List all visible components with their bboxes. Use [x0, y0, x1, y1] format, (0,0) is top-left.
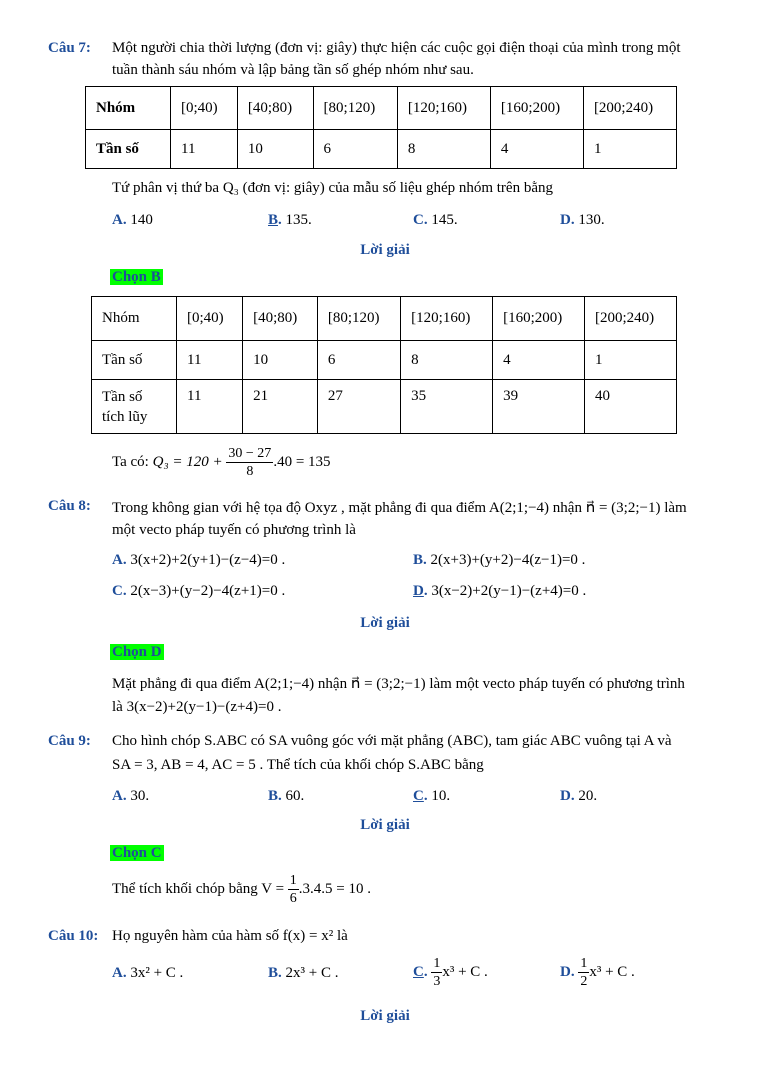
q7-answer-badge: Chọn B	[112, 269, 161, 285]
table-cell: 21	[243, 380, 318, 434]
table-cell: Tần số	[86, 130, 171, 169]
table-cell: 35	[401, 380, 493, 434]
table-cell: [80;120)	[317, 297, 400, 341]
table-cell: 10	[237, 130, 313, 169]
q7-text-line2: tuần thành sáu nhóm và lập bảng tần số ghép nhóm như sau.	[112, 62, 474, 78]
q9-answer-badge: Chọn C	[112, 845, 162, 861]
table-cell: 1	[583, 130, 676, 169]
q8-answer-badge: Chọn D	[112, 644, 162, 660]
q7-question: Tứ phân vị thứ ba Q₃ (đơn vị: giây) của mẫu số liệu ghép nhóm trên bằng	[112, 180, 553, 196]
q10-text: Họ nguyên hàm của hàm số f(x) = x² là	[112, 928, 348, 944]
table-cell: [160;200)	[490, 87, 583, 130]
q9-label: Câu 9:	[48, 733, 91, 749]
table-cell: 10	[243, 341, 318, 380]
table-cell: 4	[493, 341, 585, 380]
table-cell: [200;240)	[583, 87, 676, 130]
table-cell: [40;80)	[243, 297, 318, 341]
table-cell: [0;40)	[171, 87, 238, 130]
q7-option-d[interactable]: D. 130.	[560, 212, 605, 228]
q7-option-a[interactable]: A. 140	[112, 212, 153, 228]
table-cell: 11	[177, 380, 243, 434]
table-cell: [80;120)	[313, 87, 397, 130]
q9-text-line2: SA = 3, AB = 4, AC = 5 . Thể tích của khối chóp S.ABC bằng	[112, 757, 484, 773]
table-cell: Nhóm	[86, 87, 171, 130]
table-cell: 8	[397, 130, 490, 169]
q9-option-c[interactable]: C. 10.	[413, 788, 451, 804]
q10-option-b[interactable]: B. 2x³ + C .	[268, 965, 339, 981]
q8-text-line1: Trong không gian với hệ tọa độ Oxyz , mặt phẳng đi qua điểm A(2;1;−4) nhận n⃗ = (3;2;−1) làm	[112, 500, 687, 516]
q7-solution-heading: Lời giải	[360, 242, 410, 258]
table-cell: Tần số tích lũy	[92, 380, 177, 434]
q7-option-b[interactable]: B. 135.	[268, 212, 312, 228]
q7-label: Câu 7:	[48, 40, 91, 56]
q7-text-line1: Một người chia thời lượng (đơn vị: giây) thực hiện các cuộc gọi điện thoại của mình trong một	[112, 40, 681, 56]
q10-label: Câu 10:	[48, 928, 99, 944]
table-cell: 6	[313, 130, 397, 169]
q9-solution-heading: Lời giải	[360, 817, 410, 833]
q8-solution-heading: Lời giải	[360, 615, 410, 631]
q8-option-d[interactable]: D. 3(x−2)+2(y−1)−(z+4)=0 .	[413, 583, 587, 599]
table-cell: 27	[317, 380, 400, 434]
q9-option-d[interactable]: D. 20.	[560, 788, 598, 804]
q8-label: Câu 8:	[48, 498, 91, 514]
table-cell: [160;200)	[493, 297, 585, 341]
q7-cumulative-table	[91, 296, 677, 434]
q7-frequency-table	[85, 86, 677, 169]
q8-option-a[interactable]: A. 3(x+2)+2(y+1)−(z−4)=0 .	[112, 552, 286, 568]
q9-option-a[interactable]: A. 30.	[112, 788, 150, 804]
q10-option-a[interactable]: A. 3x² + C .	[112, 965, 184, 981]
q8-option-b[interactable]: B. 2(x+3)+(y+2)−4(z−1)=0 .	[413, 552, 586, 568]
q9-solution-formula: Thể tích khối chóp bằng V = $\frac{1}{6}$ .3.4.5 = 10 .	[112, 873, 372, 906]
q8-solution-line1: Mặt phẳng đi qua điểm A(2;1;−4) nhận n⃗ = (3;2;−1) làm một vecto pháp tuyến có phương trình	[112, 676, 685, 692]
table-cell: 40	[585, 380, 677, 434]
q7-option-c[interactable]: C. 145.	[413, 212, 458, 228]
q10-option-d[interactable]: D. $\frac{1}{2}$ x³ + C .	[560, 956, 635, 989]
table-cell: 11	[171, 130, 238, 169]
table-cell: 6	[317, 341, 400, 380]
table-cell: 8	[401, 341, 493, 380]
table-cell: Nhóm	[92, 297, 177, 341]
q8-solution-line2: là 3(x−2)+2(y−1)−(z+4)=0 .	[112, 699, 282, 715]
q10-solution-heading: Lời giải	[360, 1008, 410, 1024]
table-cell: [120;160)	[401, 297, 493, 341]
table-cell: 4	[490, 130, 583, 169]
table-cell: 1	[585, 341, 677, 380]
table-cell: 11	[177, 341, 243, 380]
q10-option-c[interactable]: C. $\frac{1}{3}$ x³ + C .	[413, 956, 488, 989]
table-cell: 39	[493, 380, 585, 434]
q9-text-line1: Cho hình chóp S.ABC có SA vuông góc với mặt phẳng (ABC), tam giác ABC vuông tại A và	[112, 733, 672, 749]
table-cell: [120;160)	[397, 87, 490, 130]
table-cell: [40;80)	[237, 87, 313, 130]
q9-option-b[interactable]: B. 60.	[268, 788, 305, 804]
table-cell: Tần số	[92, 341, 177, 380]
q7-solution-formula: Ta có: Q₃ = 120 + $\frac{30 - 27}{8}$ .40 = 135	[112, 446, 331, 479]
q8-option-c[interactable]: C. 2(x−3)+(y−2)−4(z+1)=0 .	[112, 583, 286, 599]
table-cell: [200;240)	[585, 297, 677, 341]
q8-text-line2: một vecto pháp tuyến có phương trình là	[112, 522, 356, 538]
table-cell: [0;40)	[177, 297, 243, 341]
